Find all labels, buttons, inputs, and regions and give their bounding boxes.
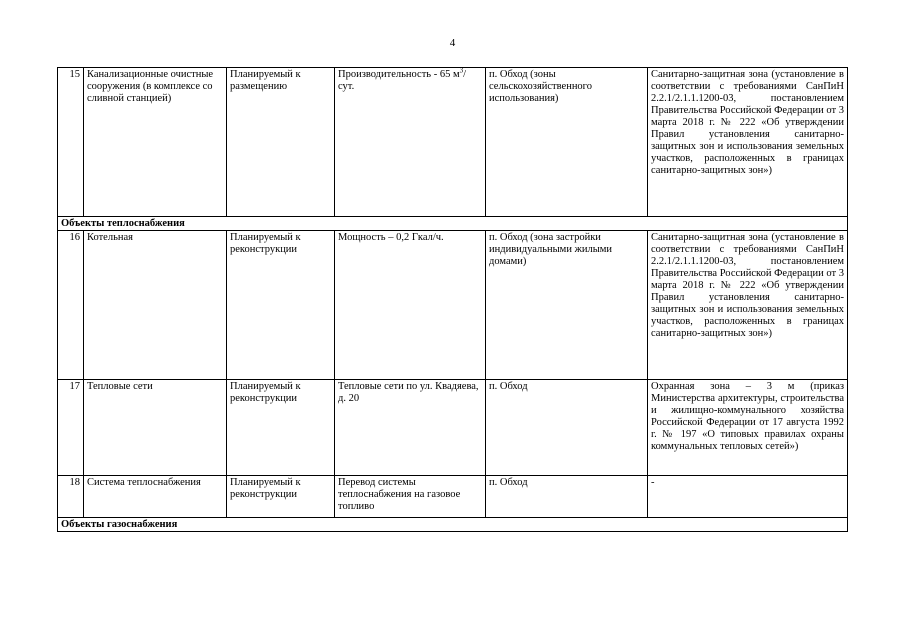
section-title: Объекты газоснабжения	[58, 518, 848, 532]
object-name: Котельная	[84, 231, 227, 380]
table-row	[58, 68, 848, 217]
object-location: п. Обход	[486, 476, 648, 518]
object-name: Тепловые сети	[84, 380, 227, 476]
page-number: 4	[449, 37, 456, 49]
object-zone: Санитарно-защитная зона (установление в соответствии с требованиями СанПиН 2.2.1/2.1.1.1200-03, постановлением Правительства Российской Федерации от 3 марта 2018 г. № 222 «Об утверждении Правил установления санитарно-защитных зон и использования земельных участков, расположенных в границах санитарно-защитных зон»)	[648, 231, 848, 380]
table-row	[58, 231, 848, 380]
object-status: Планируемый к реконструкции	[227, 380, 335, 476]
row-number: 18	[58, 476, 84, 518]
object-name: Система теплоснабжения	[84, 476, 227, 518]
object-zone: -	[648, 476, 848, 518]
row-number: 16	[58, 231, 84, 380]
object-location: п. Обход (зона застройки индивидуальными жилыми домами)	[486, 231, 648, 380]
row-number: 15	[58, 68, 84, 217]
object-characteristic: Перевод системы теплоснабжения на газовое топливо	[335, 476, 486, 518]
object-status: Планируемый к реконструкции	[227, 231, 335, 380]
object-characteristic: Производительность - 65 $м^3$/сут.	[335, 68, 486, 217]
object-status: Планируемый к реконструкции	[227, 476, 335, 518]
objects-table	[57, 67, 848, 532]
object-characteristic: Мощность – 0,2 Гкал/ч.	[335, 231, 486, 380]
table-row	[58, 380, 848, 476]
section-row	[58, 518, 848, 532]
object-zone: Санитарно-защитная зона (установление в соответствии с требованиями СанПиН 2.2.1/2.1.1.1200-03, постановлением Правительства Российской Федерации от 3 марта 2018 г. № 222 «Об утверждении Правил установления санитарно-защитных зон и использования земельных участков, расположенных в границах санитарно-защитных зон»)	[648, 68, 848, 217]
section-row	[58, 217, 848, 231]
object-zone: Охранная зона – 3 м (приказ Министерства архитектуры, строительства и жилищно-коммунального хозяйства Российской Федерации от 17 августа 1992 г. № 197 «О типовых правилах охраны коммунальных тепловых сетей»)	[648, 380, 848, 476]
object-location: п. Обход	[486, 380, 648, 476]
table-row	[58, 476, 848, 518]
row-number: 17	[58, 380, 84, 476]
object-name: Канализационные очистные сооружения (в комплексе со сливной станцией)	[84, 68, 227, 217]
object-status: Планируемый к размещению	[227, 68, 335, 217]
section-title: Объекты теплоснабжения	[58, 217, 848, 231]
object-location: п. Обход (зоны сельскохозяйственного использования)	[486, 68, 648, 217]
object-characteristic: Тепловые сети по ул. Квадяева, д. 20	[335, 380, 486, 476]
